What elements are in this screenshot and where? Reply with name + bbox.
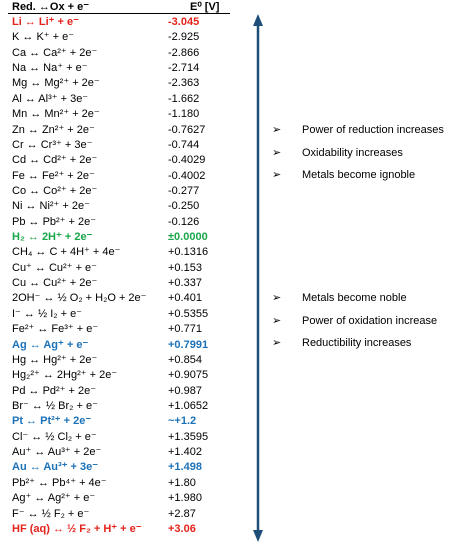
reaction-text: Cd ↔ Cd²⁺ + 2e⁻ [12,154,98,167]
potential-value: +0.5355 [168,307,209,320]
reaction-text: HF (aq) ↔ ½ F₂ + H⁺ + e⁻ [12,522,142,535]
reaction-text: Ag ↔ Ag⁺ + e⁻ [12,338,89,351]
note-text: Oxidability increases [302,146,403,159]
arrow-bullet-icon: ➢ [272,146,282,159]
potential-value: -2.363 [168,77,200,90]
reaction-text: Li ↔ Li⁺ + e⁻ [12,16,79,28]
potential-value: -0.4002 [168,169,206,182]
potential-value: +1.498 [168,461,202,474]
potential-value: -3.045 [168,16,200,28]
potential-value: +0.9075 [168,369,209,382]
reaction-text: H₂ ↔ 2H⁺ + 2e⁻ [12,231,93,244]
potential-value: +2.87 [168,507,196,520]
potential-value: +1.80 [168,476,196,489]
potential-value: +3.06 [168,522,196,535]
reaction-text: F⁻ ↔ ½ F₂ + e⁻ [12,507,90,520]
potential-value: -2.714 [168,62,200,75]
potential-value: +1.980 [168,492,202,505]
reaction-text: Cr ↔ Cr³⁺ + 3e⁻ [12,138,93,151]
note-text: Power of oxidation increase [302,314,438,327]
potential-value: +1.0652 [168,399,209,412]
potential-value: -1.662 [168,92,200,105]
note-item [272,145,472,168]
column-header-reaction: Red. ↔Ox + e⁻ [12,1,90,13]
note-item [272,290,472,313]
arrow-head-down [253,530,263,542]
arrow-bullet-icon: ➢ [272,314,282,327]
notes-upper [272,122,472,190]
reaction-text: Cl⁻ ↔ ½ Cl₂ + e⁻ [12,430,97,443]
reaction-text: K ↔ K⁺ + e⁻ [12,31,75,44]
notes-lower [272,290,472,358]
reaction-text: 2OH⁻ ↔ ½ O₂ + H₂O + 2e⁻ [12,292,147,305]
arrow-bullet-icon: ➢ [272,292,282,304]
potential-value: -1.180 [168,108,200,121]
note-item [272,335,472,358]
potential-value: -0.7627 [168,123,206,136]
reaction-text: Co ↔ Co²⁺ + 2e⁻ [12,184,98,197]
note-text: Power of reduction increases [302,124,444,136]
reaction-text: Pd ↔ Pd²⁺ + 2e⁻ [12,384,97,397]
reaction-text: Fe²⁺ ↔ Fe³⁺ + e⁻ [12,323,99,336]
potential-value: -0.744 [168,138,200,151]
potential-value: +0.1316 [168,246,209,259]
reaction-text: Fe ↔ Fe²⁺ + 2e⁻ [12,169,95,182]
potential-value: +0.337 [168,277,202,290]
potential-value: -2.925 [168,31,200,44]
note-text: Metals become noble [302,292,407,304]
potential-value: +0.854 [168,353,202,366]
reaction-text: Au⁺ ↔ Au³⁺ + 2e⁻ [12,446,102,459]
reaction-text: Hg₂²⁺ ↔ 2Hg²⁺ + 2e⁻ [12,369,118,382]
note-text: Reductibility increases [302,337,412,350]
reaction-text: CH₄ ↔ C + 4H⁺ + 4e⁻ [12,246,121,259]
reaction-text: Pb²⁺ ↔ Pb⁴⁺ + 4e⁻ [12,476,107,489]
reaction-text: Ca ↔ Ca²⁺ + 2e⁻ [12,46,98,59]
column-header-potential: E⁰ [V] [190,1,220,13]
reaction-text: Cu ↔ Cu²⁺ + 2e⁻ [12,277,98,290]
reaction-text: Al ↔ Al³⁺ + 3e⁻ [12,92,89,105]
reaction-text: Au ↔ Au³⁺ + 3e⁻ [12,461,99,474]
reaction-text: I⁻ ↔ ½ I₂ + e⁻ [12,307,82,320]
arrow-bullet-icon: ➢ [272,124,282,136]
potential-value: +0.987 [168,384,202,397]
note-item [272,122,472,145]
note-item [272,167,472,190]
reaction-text: Zn ↔ Zn²⁺ + 2e⁻ [12,123,95,136]
potential-value: +0.771 [168,323,202,336]
potential-value: -2.866 [168,46,200,59]
potential-value: -0.277 [168,184,200,197]
reaction-text: Na ↔ Na⁺ + e⁻ [12,62,88,75]
potential-value: -0.4029 [168,154,206,167]
potential-value: -0.126 [168,215,200,228]
reaction-text: Ag⁺ ↔ Ag²⁺ + e⁻ [12,492,96,505]
note-text: Metals become ignoble [302,169,416,182]
reaction-text: Ni ↔ Ni²⁺ + 2e⁻ [12,200,90,213]
reaction-text: Pb ↔ Pb²⁺ + 2e⁻ [12,215,97,228]
reaction-text: Hg ↔ Hg²⁺ + 2e⁻ [12,353,98,366]
reaction-text: Cu⁺ ↔ Cu²⁺ + e⁻ [12,261,97,274]
reaction-text: Pt ↔ Pt²⁺ + 2e⁻ [12,415,92,428]
potential-value: +0.401 [168,292,202,305]
potential-value: -0.250 [168,200,200,213]
reaction-text: Mn ↔ Mn²⁺ + 2e⁻ [12,108,100,121]
arrow-bullet-icon: ➢ [272,337,282,350]
arrow-head-up [253,14,263,26]
potential-value: +0.7991 [168,338,209,351]
reaction-text: Mg ↔ Mg²⁺ + 2e⁻ [12,77,100,90]
potential-value: +1.402 [168,446,202,459]
potential-value: ~+1.2 [168,415,197,428]
potential-value: ±0.0000 [168,231,208,244]
reaction-text: Br⁻ ↔ ½ Br₂ + e⁻ [12,399,98,412]
potential-value: +0.153 [168,261,202,274]
note-item [272,313,472,336]
arrow-bullet-icon: ➢ [272,169,282,182]
potential-value: +1.3595 [168,430,209,443]
